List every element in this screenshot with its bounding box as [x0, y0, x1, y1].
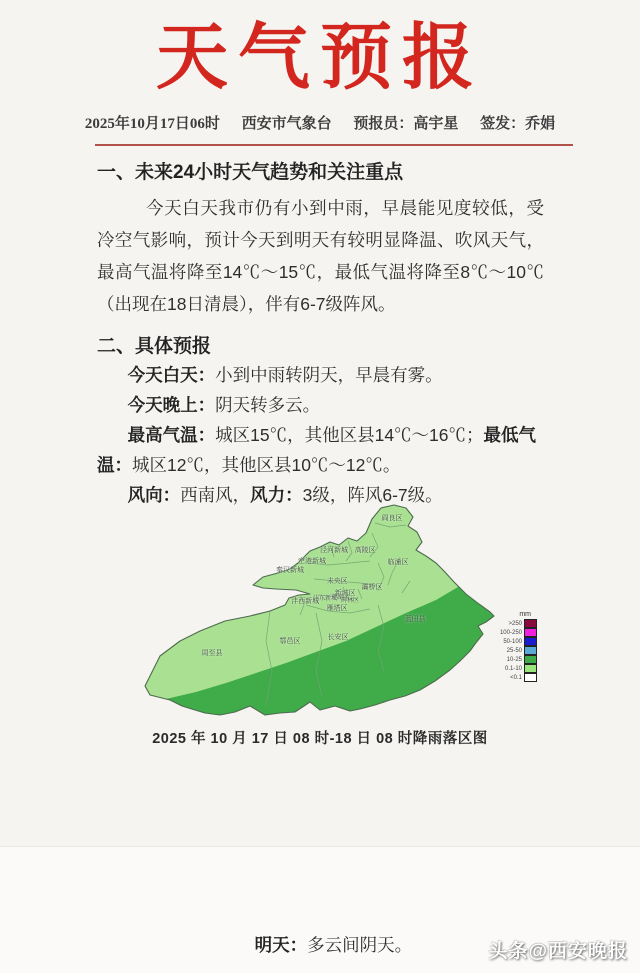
district-label: 新城区	[334, 589, 356, 597]
district-label: 莲湖区	[330, 594, 350, 601]
forecast-label: 今天白天：	[127, 365, 216, 385]
forecast-label: 今天晚上：	[127, 395, 216, 415]
forecast-text: 城区12℃，其他区县10℃～12℃。	[132, 455, 401, 475]
watermark-text: 头条@西安晚报	[488, 941, 628, 962]
legend-row	[491, 637, 537, 646]
header-divider	[95, 144, 573, 146]
station-name: 西安市气象台	[241, 116, 332, 132]
district-label: 秦汉新城	[276, 566, 304, 574]
section1-paragraph: 今天白天我市仍有小到中雨，早晨能见度较低，受冷空气影响，预计今天到明天有较明显降温、吹风天气，最高气温将降至14℃～15℃，最低气温将降至8℃～10℃（出现在18日清晨），伴有6-7级阵风。	[97, 198, 544, 314]
district-label: 临潼区	[387, 558, 409, 566]
forecast-label: 最高气温：	[127, 425, 216, 445]
district-label: 雁塔区	[326, 604, 348, 612]
legend-row	[491, 673, 537, 682]
legend-color-swatch	[524, 637, 537, 646]
forecast-label: 最低气温：	[97, 425, 537, 475]
forecast-daytime	[97, 360, 544, 390]
district-label: 灞桥区	[361, 583, 383, 591]
legend-row	[491, 646, 537, 655]
map-legend	[491, 611, 537, 682]
tomorrow-forecast	[224, 930, 412, 960]
forecast-label: 明天：	[254, 935, 308, 955]
district-label: 周至县	[201, 650, 223, 658]
district-label: 阎良区	[381, 514, 403, 522]
legend-range-label: 10-25	[506, 656, 522, 663]
district-label: 沣东新城	[313, 595, 338, 602]
legend-range-label: >250	[508, 620, 522, 627]
legend-color-swatch	[524, 619, 537, 628]
forecast-text: 城区15℃，其他区县14℃～16℃；	[215, 425, 484, 445]
forecast-text: 阴天转多云。	[215, 395, 321, 415]
district-label: 蓝田县	[404, 616, 426, 624]
legend-row	[491, 619, 537, 628]
forecast-text: 多云间阴天。	[307, 935, 413, 955]
legend-color-swatch	[524, 664, 537, 673]
issue-datetime: 2025年10月17日06时	[84, 116, 220, 132]
forecast-temperature	[97, 420, 544, 480]
issuer-name: 签发：乔娟	[480, 116, 556, 132]
legend-range-label: <0.1	[510, 674, 522, 681]
district-labels	[138, 501, 538, 725]
section1-heading: 一、未来24小时天气趋势和关注重点	[97, 162, 404, 183]
legend-range-label: 50-100	[503, 638, 522, 645]
legend-color-swatch	[524, 646, 537, 655]
section2-heading: 二、具体预报	[97, 336, 212, 357]
forecast-label: 风力：	[250, 485, 303, 505]
district-label: 高陵区	[354, 546, 376, 554]
legend-row	[491, 628, 537, 637]
district-label: 鄠邑区	[279, 638, 301, 646]
page-title: 天气预报	[155, 18, 484, 98]
district-label: 沣西新城	[291, 598, 320, 606]
forecast-tonight	[97, 390, 544, 420]
district-label: 碑林区	[340, 597, 360, 604]
legend-range-label: 25-50	[506, 647, 522, 654]
issue-info	[0, 112, 640, 133]
legend-row	[491, 655, 537, 664]
district-label: 长安区	[327, 634, 349, 642]
legend-color-swatch	[524, 673, 537, 682]
legend-rows	[491, 619, 537, 682]
legend-color-swatch	[524, 655, 537, 664]
map-caption: 2025 年 10 月 17 日 08 时-18 日 08 时降雨落区图	[152, 731, 488, 747]
forecast-text: 西南风，	[180, 485, 251, 505]
forecast-text: 3级，阵风6-7级。	[302, 485, 443, 505]
legend-color-swatch	[524, 628, 537, 637]
legend-range-label: 0.1-10	[504, 665, 522, 672]
rainfall-map	[138, 501, 538, 725]
district-label: 未央区	[326, 577, 348, 585]
forecast-label: 风向：	[127, 485, 181, 505]
district-label: 空港新城	[298, 557, 326, 565]
forecaster-name: 预报员：高宇星	[353, 116, 459, 132]
district-label: 泾河新城	[320, 546, 348, 554]
legend-unit-label: mm	[519, 611, 531, 618]
legend-row	[491, 664, 537, 673]
legend-range-label: 100-250	[499, 629, 522, 636]
forecast-text: 小到中雨转阴天，早晨有雾。	[215, 365, 443, 385]
